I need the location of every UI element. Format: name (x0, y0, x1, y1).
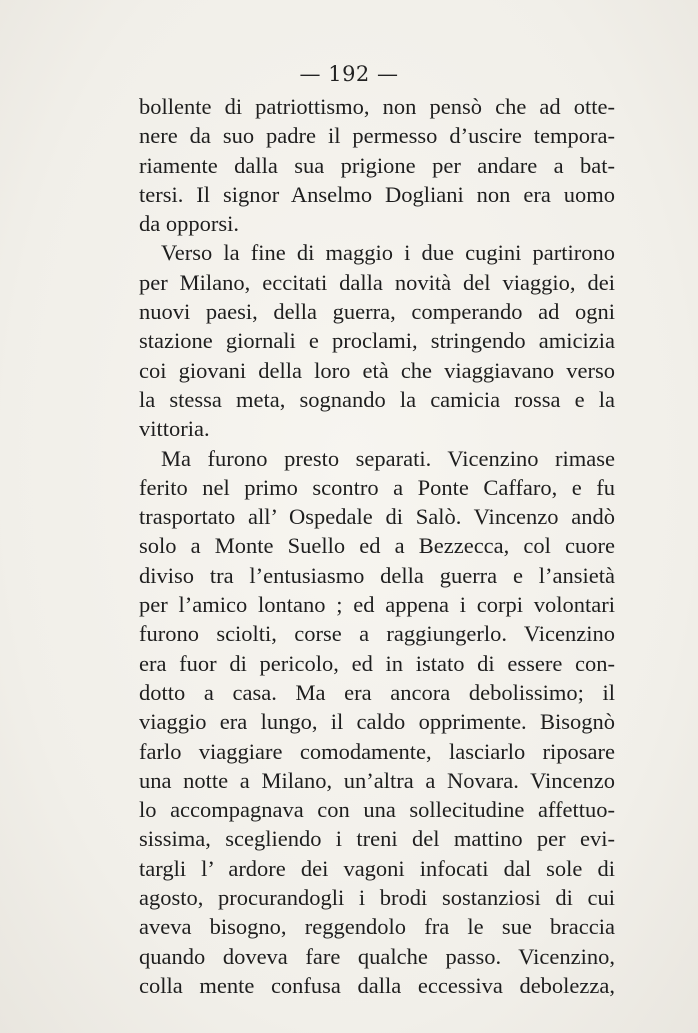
text-line: farlo viaggiare comodamente, lasciarlo riposare (139, 738, 615, 764)
text-line: diviso tra l’entusiasmo della guerra e l’ansietà (139, 562, 615, 588)
text-line: nuovi paesi, della guerra, comperando ad ogni (139, 299, 615, 325)
text-line: sissima, scegliendo i treni del mattino per evi- (139, 826, 615, 852)
text-line: dotto a casa. Ma era ancora debolissimo; il (139, 679, 615, 705)
text-line: per Milano, eccitati dalla novità del viaggio, dei (139, 269, 615, 295)
text-line: la stessa meta, sognando la camicia rossa e la (139, 386, 615, 412)
text-line: era fuor di pericolo, ed in istato di essere con- (139, 650, 615, 676)
text-line: Ma furono presto separati. Vicenzino rimase (161, 445, 615, 471)
text-line: lo accompagnava con una sollecitudine affettuo- (139, 797, 615, 823)
text-line: trasportato all’ Ospedale di Salò. Vincenzo andò (139, 504, 615, 530)
text-line: aveva bisogno, reggendolo fra le sue braccia (139, 914, 615, 940)
text-line: bollente di patriottismo, non pensò che ad otte- (139, 94, 615, 119)
text-line: vittoria. (139, 416, 210, 442)
text-line: colla mente confusa dalla eccessiva debolezza, (139, 972, 615, 998)
text-line: quando doveva fare qualche passo. Vicenzino, (139, 943, 615, 969)
text-line: solo a Monte Suello ed a Bezzecca, col cuore (139, 533, 615, 559)
text-line: furono sciolti, corse a raggiungerlo. Vicenzino (139, 621, 615, 647)
text-line: Verso la fine di maggio i due cugini partirono (161, 240, 615, 266)
text-line: viaggio era lungo, il caldo opprimente. Bisognò (139, 709, 615, 735)
text-line: nere da suo padre il permesso d’uscire tempora- (139, 123, 615, 149)
text-line: da opporsi. (139, 211, 239, 237)
text-line: stazione giornali e proclami, stringendo amicizia (139, 328, 615, 354)
text-line: tersi. Il signor Anselmo Dogliani non era uomo (139, 181, 615, 207)
text-line: ferito nel primo scontro a Ponte Caffaro, e fu (139, 474, 615, 500)
text-line: riamente dalla sua prigione per andare a bat- (139, 152, 615, 178)
text-line: coi giovani della loro età che viaggiavano verso (139, 357, 615, 383)
text-line: agosto, procurandogli i brodi sostanziosi di cui (139, 885, 615, 911)
text-line: per l’amico lontano ; ed appena i corpi volontari (139, 592, 615, 618)
page-number: — 192 — (299, 62, 399, 86)
text-line: targli l’ ardore dei vagoni infocati dal sole di (139, 855, 615, 881)
text-line: una notte a Milano, un’altra a Novara. Vincenzo (139, 767, 615, 793)
body-text (139, 92, 615, 1000)
